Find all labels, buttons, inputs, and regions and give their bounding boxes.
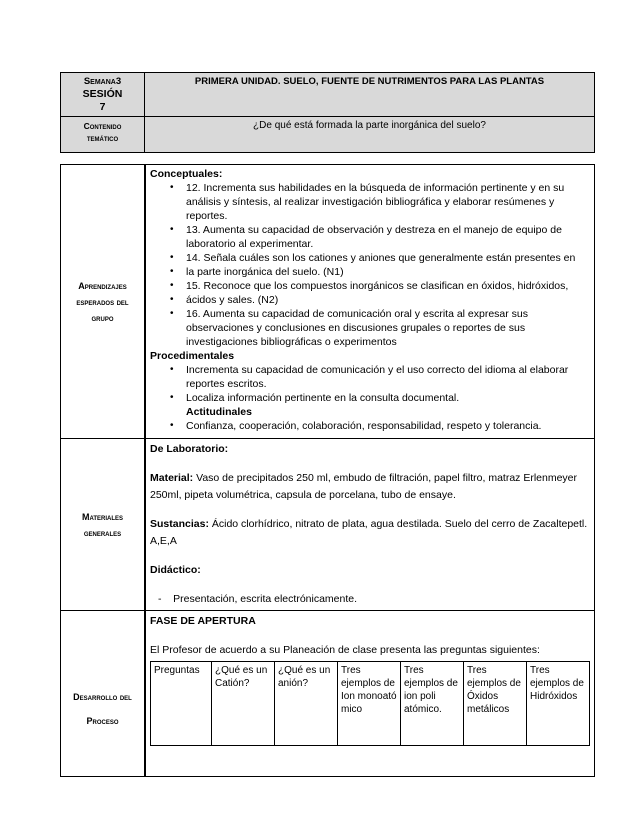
material-text: Vaso de precipitados 250 ml, embudo de filtración, papel filtro, matraz Erlenmeyer 250ml, pipeta volumétrica, capsula de porcelana, tubo de ensaye. xyxy=(150,472,578,501)
aprendizajes-label-2: esperados del xyxy=(76,296,129,307)
sustancias-text: Ácido clorhídrico, nitrato de plata, agua destilada. Suelo del cerro de Zacaltepetl. A,E,A xyxy=(150,518,588,547)
conceptuales-title: Conceptuales: xyxy=(150,168,223,180)
question-cell: Tres ejemplos de Óxidos metálicos xyxy=(464,662,527,746)
actitudinales-list xyxy=(150,419,590,433)
aprendizajes-label-1: Aprendizajes xyxy=(78,280,127,291)
procedimental-item: • Localiza información pertinente en la consulta documental. xyxy=(186,391,590,405)
conceptual-item: • la parte inorgánica del suelo. (N1) xyxy=(186,265,590,279)
material-line xyxy=(150,470,590,504)
desarrollo-label-2: Proceso xyxy=(86,715,119,726)
desarrollo-label-1: Desarrollo del xyxy=(73,691,132,702)
conceptual-item: • 16. Aumenta su capacidad de comunicación oral y escrita al expresar sus observaciones y conclusiones en discusiones grupales o reportes de sus investigaciones bibliográficas o experimentos xyxy=(186,307,590,349)
plan-table xyxy=(60,164,595,777)
actitudinal-item: • Confianza, cooperación, colaboración, responsabilidad, respeto y tolerancia. xyxy=(186,419,590,433)
actitudinales-title: Actitudinales xyxy=(186,406,252,418)
didactico-title: Didáctico: xyxy=(150,564,201,576)
unit-title: PRIMERA UNIDAD. SUELO, FUENTE DE NUTRIMENTOS PARA LAS PLANTAS xyxy=(145,73,595,117)
material-label: Material: xyxy=(150,472,194,484)
question-cell: Tres ejemplos de Ion monoató mico xyxy=(338,662,401,746)
procedimentales-title: Procedimentales xyxy=(150,350,235,362)
session-number: 7 xyxy=(99,101,106,113)
content-label-cell xyxy=(61,117,145,153)
materiales-content xyxy=(145,439,595,611)
sustancias-line xyxy=(150,516,590,550)
laboratorio-title: De Laboratorio: xyxy=(150,443,229,455)
question-cell: ¿Qué es un Catión? xyxy=(212,662,275,746)
question-cell: Tres ejemplos de Hidróxidos xyxy=(527,662,590,746)
content-label-2: temático xyxy=(86,133,119,143)
question-cell: Tres ejemplos de ion poli atómico. xyxy=(401,662,464,746)
phase-title: FASE DE APERTURA xyxy=(150,615,256,627)
desarrollo-content xyxy=(145,611,595,777)
question-cell: ¿Qué es un anión? xyxy=(275,662,338,746)
didactico-item-line xyxy=(150,591,590,608)
conceptual-item: • ácidos y sales. (N2) xyxy=(186,293,590,307)
conceptual-item: • 14. Señala cuáles son los cationes y aniones que generalmente están presentes en xyxy=(186,251,590,265)
header-table xyxy=(60,72,595,153)
week-number: 3 xyxy=(115,76,122,87)
didactico-item: Presentación, escrita electrónicamente. xyxy=(173,593,358,605)
materiales-label-2: generales xyxy=(83,527,122,538)
sustancias-label: Sustancias: xyxy=(150,518,209,530)
phase-intro: El Profesor de acuerdo a su Planeación de clase presenta las preguntas siguientes: xyxy=(150,644,540,656)
questions-header-cell: Preguntas xyxy=(151,662,212,746)
procedimental-item: • Incrementa su capacidad de comunicación y el uso correcto del idioma al elaborar reportes escritos. xyxy=(186,363,590,391)
desarrollo-label xyxy=(61,611,146,777)
session-label: SESIÓN xyxy=(82,88,123,100)
aprendizajes-content xyxy=(145,165,595,439)
conceptuales-list xyxy=(150,181,590,349)
aprendizajes-label xyxy=(61,165,146,439)
content-label-1: Contenido xyxy=(83,121,122,131)
topic-question: ¿De qué está formada la parte inorgánica del suelo? xyxy=(145,117,595,153)
week-label: Semana xyxy=(83,76,116,87)
procedimentales-list xyxy=(150,363,590,405)
materiales-label-1: Materiales xyxy=(81,511,124,522)
conceptual-item: • 13. Aumenta su capacidad de observación y destreza en el manejo de equipo de laboratorio al experimentar. xyxy=(186,223,590,251)
materiales-label xyxy=(61,439,146,611)
conceptual-item: • 15. Reconoce que los compuestos inorgánicos se clasifican en óxidos, hidróxidos, xyxy=(186,279,590,293)
didactico-dash: - xyxy=(158,593,162,605)
aprendizajes-label-3: grupo xyxy=(91,312,114,323)
week-session-cell xyxy=(61,73,145,117)
questions-table xyxy=(150,661,590,746)
conceptual-item: • 12. Incrementa sus habilidades en la búsqueda de información pertinente y en su análisis y síntesis, al realizar investigación bibliográfica y elaborar resúmenes y reportes. xyxy=(186,181,590,223)
